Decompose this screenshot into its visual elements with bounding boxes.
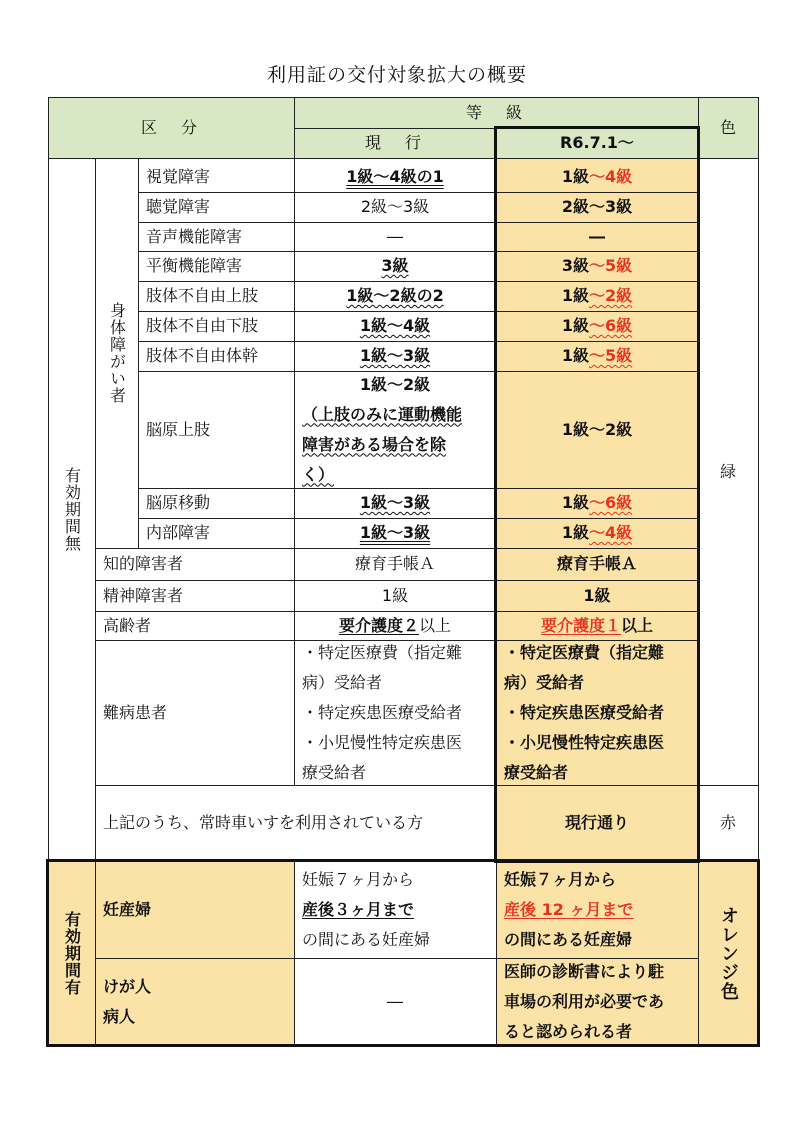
nanbyo-new-line: ・特定疾患医療受給者: [504, 702, 665, 722]
seishin-current: 1級: [381, 585, 409, 605]
ninsanpu-new-line: 産後 12 ヶ月まで: [504, 899, 634, 919]
row-new: [496, 162, 698, 192]
header-genkou: 現 行: [364, 133, 425, 152]
ninsanpu-current: [294, 861, 496, 958]
header-tokyu: 等 級: [465, 102, 526, 122]
row-current: 1級～3級: [359, 346, 431, 365]
ninsanpu-current-line: 産後３ヶ月まで: [302, 899, 415, 919]
row-new: [496, 341, 698, 371]
nougen-current-line: 障害がある場合を除: [302, 434, 447, 454]
nougen-current-line: く）: [302, 464, 335, 484]
row-label: 聴覚障害: [146, 197, 211, 216]
row-new: [496, 251, 698, 281]
color-orange: オレンジ色: [718, 905, 739, 1001]
page-title: 利用証の交付対象拡大の概要: [266, 64, 527, 86]
row-new-a: 1級: [561, 286, 589, 305]
chiteki-current: 療育手帳Ａ: [354, 554, 435, 573]
koureisha-current: [294, 611, 496, 640]
ninsanpu-new: [496, 861, 698, 958]
header-new-date: R6.7.1～: [560, 133, 634, 152]
seishin-label: 精神障害者: [103, 585, 184, 605]
nanbyo-new-line: ・特定医療費（指定難: [504, 642, 665, 662]
row-current: 1級～4級: [359, 316, 431, 335]
row-new-b: ～6級: [589, 316, 633, 335]
row-new: [496, 518, 698, 548]
row-new: [496, 488, 698, 518]
row-new-b: ～4級: [589, 167, 633, 186]
koureisha-current-a: 要介護度２: [338, 615, 419, 635]
row-label: 平衡機能障害: [146, 256, 243, 275]
wheelchair-new: 現行通り: [564, 813, 629, 832]
nanbyo-current-line: 病）受給者: [302, 672, 383, 692]
header-kubun: 区 分: [140, 117, 201, 137]
nanbyo-current-line: 療受給者: [302, 762, 367, 782]
kega-new-line: ると認められる者: [504, 1021, 633, 1041]
color-green: 緑: [719, 461, 736, 481]
nougen-label: 脳原上肢: [146, 419, 211, 439]
row-new-a: 1級: [561, 493, 589, 512]
row-new-a: 1級: [561, 316, 589, 335]
seishin-new: 1級: [583, 585, 611, 605]
chiteki-label: 知的障害者: [103, 554, 184, 573]
row-current: 1級～3級: [359, 493, 431, 512]
row-new: ―: [589, 226, 605, 246]
nanbyo-current-line: ・小児慢性特定疾患医: [302, 732, 463, 752]
nanbyo-new-line: 病）受給者: [504, 672, 585, 692]
header-color: 色: [719, 117, 736, 137]
label-yuko-ari: 有効期間有: [62, 910, 82, 996]
nanbyo-current-line: ・特定医療費（指定難: [302, 642, 463, 662]
nanbyo-new-line: ・小児慢性特定疾患医: [504, 732, 665, 752]
color-red: 赤: [719, 813, 736, 832]
kega-new-line: 医師の診断書により駐: [504, 961, 665, 981]
row-label: 肢体不自由体幹: [146, 346, 259, 365]
row-new: 2級～3級: [561, 197, 633, 216]
label-shintai: 身体障がい者: [107, 302, 127, 404]
nanbyo-label: 難病患者: [103, 702, 168, 722]
row-current: 1級～3級: [359, 523, 431, 542]
koureisha-new: [496, 611, 698, 640]
label-yuko-nashi: 有効期間無: [62, 467, 82, 552]
wheelchair-label: 上記のうち、常時車いすを利用されている方: [103, 813, 424, 832]
ninsanpu-new-line: 妊娠７ヶ月から: [504, 869, 617, 889]
row-label: 脳原移動: [146, 493, 211, 512]
row-new-b: ～2級: [589, 286, 633, 305]
row-new-a: 1級: [561, 346, 589, 365]
kega-label: [95, 958, 294, 1045]
nougen-new: 1級～2級: [561, 419, 633, 439]
row-label: 肢体不自由下肢: [146, 316, 259, 335]
row-new-b: ～6級: [589, 493, 633, 512]
nanbyo-new-line: 療受給者: [504, 762, 569, 782]
koureisha-current-b: 以上: [419, 615, 452, 635]
ninsanpu-current-line: 妊娠７ヶ月から: [302, 869, 415, 889]
chiteki-new: 療育手帳Ａ: [556, 554, 637, 573]
nougen-current-line: （上肢のみに運動機能: [302, 404, 463, 424]
nanbyo-current: [294, 640, 496, 785]
koureisha-new-b: 以上: [621, 615, 654, 635]
kega-current: ―: [387, 991, 403, 1011]
row-new-a: 1級: [561, 523, 589, 542]
koureisha-new-a: 要介護度１: [540, 615, 621, 635]
row-new: [496, 311, 698, 341]
kega-label-line: 病人: [103, 1006, 136, 1026]
row-label: 音声機能障害: [146, 226, 243, 246]
kega-label-line: けが人: [103, 976, 152, 996]
row-label: 肢体不自由上肢: [146, 286, 259, 305]
row-label: 内部障害: [146, 523, 211, 542]
row-new-b: ～5級: [589, 256, 633, 275]
row-new-b: ～5級: [589, 346, 633, 365]
row-current: 1級～4級の1: [346, 167, 444, 186]
nanbyo-current-line: ・特定疾患医療受給者: [302, 702, 463, 722]
row-new-a: 3級: [561, 256, 589, 275]
nanbyo-new: [496, 640, 698, 785]
ninsanpu-current-line: の間にある妊産婦: [302, 929, 431, 949]
row-current: 1級～2級の2: [346, 286, 444, 305]
koureisha-label: 高齢者: [103, 615, 152, 635]
row-current: 2級～3級: [360, 197, 430, 216]
nougen-current-line: 1級～2級: [359, 374, 431, 394]
row-label: 視覚障害: [146, 167, 211, 186]
row-new-b: ～4級: [589, 523, 633, 542]
ninsanpu-new-line: の間にある妊産婦: [504, 929, 633, 949]
kega-new-line: 車場の利用が必要であ: [504, 991, 665, 1011]
nougen-current: [294, 371, 496, 488]
row-new: [496, 281, 698, 311]
row-new-a: 1級: [561, 167, 589, 186]
ninsanpu-label: 妊産婦: [103, 899, 152, 919]
kega-new: [496, 958, 698, 1045]
row-current: ―: [387, 226, 403, 246]
row-current: 3級: [381, 256, 409, 275]
